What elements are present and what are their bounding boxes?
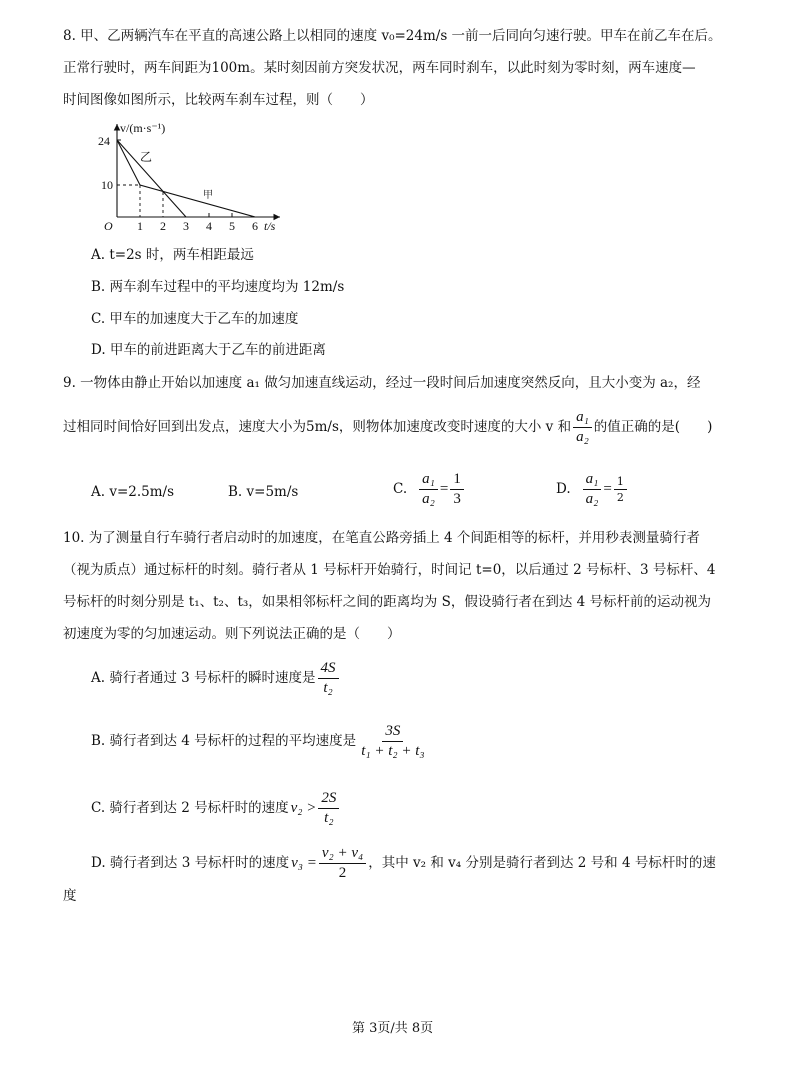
q9-d-a1: a₁ xyxy=(583,472,602,490)
q10-line-4: 初速度为零的匀加速运动。则下列说法正确的是（ ） xyxy=(63,626,401,642)
q9-c-num: 1 xyxy=(450,472,464,490)
q10-option-d xyxy=(91,846,716,881)
q9-c-a2: a₂ xyxy=(422,491,435,507)
q10-c-num: 2S xyxy=(318,791,339,809)
q9-d-num: 1 xyxy=(614,476,627,490)
x-tick-2: 2 xyxy=(160,219,166,233)
q10-option-c-fraction xyxy=(318,791,339,826)
q9-option-d-prefix: D. xyxy=(556,480,571,497)
q10-line-1: 10. 为了测量自行车骑行者启动时的加速度，在笔直公路旁插上 4 个间距相等的标杆，并用秒表测量骑行者 xyxy=(63,530,700,546)
origin-label: O xyxy=(104,219,113,233)
q9-d-a2: a₂ xyxy=(585,491,599,507)
q9-option-d-rhs xyxy=(614,476,627,503)
x-tick-5: 5 xyxy=(229,219,235,233)
q10-d-lhs: v₃ = xyxy=(291,855,317,871)
q10-option-a-text: A. 骑行者通过 3 号标杆的瞬时速度是 xyxy=(91,669,316,686)
q9-line-2 xyxy=(63,410,712,445)
q10-d-num: v₂ + v₄ xyxy=(319,846,366,864)
q10-a-num: 4S xyxy=(318,661,339,679)
q9-ratio-num: a₁ xyxy=(573,410,592,428)
x-tick-4: 4 xyxy=(206,219,212,233)
q10-c-den: t₂ xyxy=(324,810,334,826)
q10-option-d-fraction xyxy=(319,846,366,881)
x-tick-1: 1 xyxy=(137,219,143,233)
q10-option-d-tail: ，其中 v₂ 和 v₄ 分别是骑行者到达 2 号和 4 号标杆时的速 xyxy=(368,854,716,871)
x-axis-label: t/s xyxy=(264,219,276,233)
q9-ratio-den: a₂ xyxy=(576,429,589,445)
y-tick-24: 24 xyxy=(98,134,110,148)
label-jia: 甲 xyxy=(203,190,213,201)
q10-option-d-text: D. 骑行者到达 3 号标杆时的速度 xyxy=(91,854,290,871)
q9-option-c: C. $\frac{\text{a₁}}{\text{a₂}}$ = $\frac{1}{3}$ xyxy=(393,472,466,507)
x-tick-3: 3 xyxy=(183,219,189,233)
q8-option-d: D. 甲车的前进距离大于乙车的前进距离 xyxy=(91,342,326,358)
q10-option-b-fraction xyxy=(358,724,427,759)
q10-option-d-cont: 度 xyxy=(63,888,77,904)
q9-line-2-text: 过相同时间恰好回到出发点，速度大小为5m/s，则物体加速度改变时速度的大小 v 和 xyxy=(63,418,572,435)
q10-d-den: 2 xyxy=(338,865,347,881)
page-footer: 第 3页/共 8页 xyxy=(352,1021,434,1036)
q10-option-c xyxy=(91,791,341,826)
line-jia xyxy=(117,140,255,217)
q9-option-c-lhs xyxy=(419,472,438,507)
q10-b-den: t₁ + t₂ + t₃ xyxy=(361,743,425,759)
q9-option-a: A. v=2.5m/s xyxy=(91,484,175,500)
q10-b-num: 3S xyxy=(382,724,403,742)
q8-line-1: 8. 甲、乙两辆汽车在平直的高速公路上以相同的速度 v₀=24m/s 一前一后同向匀速行驶。甲车在前乙车在后。 xyxy=(63,28,722,44)
q10-option-b xyxy=(91,724,430,759)
q10-c-lhs: v₂ > xyxy=(290,800,317,816)
q8-option-a: A. t=2s 时，两车相距最远 xyxy=(91,247,254,263)
q8-line-3: 时间图像如图所示，比较两车刹车过程，则（ ） xyxy=(63,92,374,108)
q10-line-2: （视为质点）通过标杆的时刻。骑行者从 1 号标杆开始骑行，时间记 t=0，以后通过 2 号标杆、3 号标杆、4 xyxy=(63,562,716,578)
q8-line-2: 正常行驶时，两车间距为100m。某时刻因前方突发状况，两车同时刹车，以此时刻为零时刻，两车速度— xyxy=(63,60,696,76)
q9-option-c-rhs xyxy=(450,472,464,507)
velocity-time-graph xyxy=(96,118,326,238)
q8-option-b: B. 两车刹车过程中的平均速度均为 12m/s xyxy=(91,279,345,295)
y-axis-label: v/(m·s⁻¹) xyxy=(120,121,166,135)
q10-option-b-text: B. 骑行者到达 4 号标杆的过程的平均速度是 xyxy=(91,732,357,749)
q8-option-c: C. 甲车的加速度大于乙车的加速度 xyxy=(91,311,299,327)
q9-line-1: 9. 一物体由静止开始以加速度 a₁ 做匀加速直线运动，经过一段时间后加速度突然反向，且大小变为 a₂，经 xyxy=(63,375,701,391)
q10-option-a xyxy=(91,661,341,696)
q9-d-den: 2 xyxy=(616,491,624,504)
q9-ratio-fraction xyxy=(573,410,592,445)
q9-option-d: D. $\frac{\text{a₁}}{\text{a₂}}$ = $\frac{1}{2}$ xyxy=(556,472,629,507)
y-tick-10: 10 xyxy=(101,178,113,192)
q10-option-c-text: C. 骑行者到达 2 号标杆时的速度 xyxy=(91,799,289,816)
q10-line-3: 号标杆的时刻分别是 t₁、t₂、t₃，如果相邻标杆之间的距离均为 S，假设骑行者在到达 4 号标杆前的运动视为 xyxy=(63,594,712,610)
q9-c-den: 3 xyxy=(453,491,461,507)
q10-option-a-fraction xyxy=(318,661,339,696)
x-tick-6: 6 xyxy=(252,219,258,233)
q9-option-d-lhs xyxy=(583,472,602,507)
label-yi: 乙 xyxy=(140,150,153,164)
q9-option-c-prefix: C. xyxy=(393,480,408,497)
q10-a-den: t₂ xyxy=(323,680,333,696)
q9-line-2-tail: 的值正确的是( ) xyxy=(593,418,713,435)
q9-c-a1: a₁ xyxy=(419,472,438,490)
q9-option-b: B. v=5m/s xyxy=(228,484,299,500)
